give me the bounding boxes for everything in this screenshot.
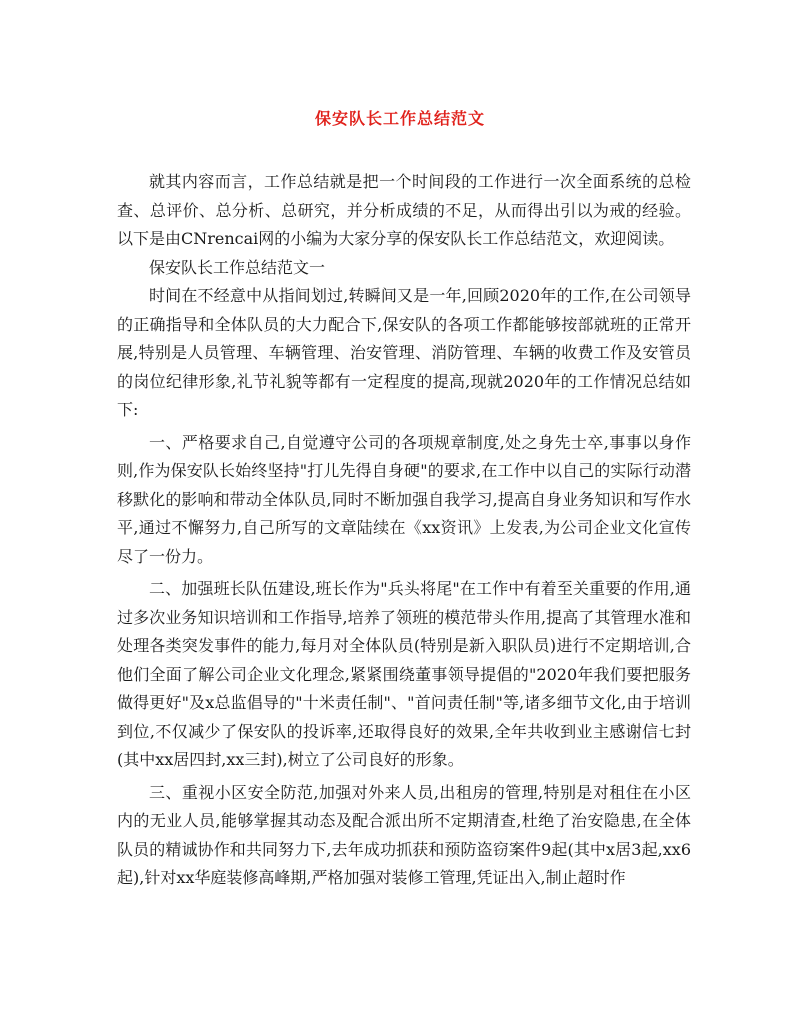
document-body <box>117 168 691 893</box>
body-paragraph: 时间在不经意中从指间划过,转瞬间又是一年,回顾2020年的工作,在公司领导的正确指导和全体队员的大力配合下,保安队的各项工作都能够按部就班的正常开展,特别是人员管理、车辆管理、治安管理、消防管理、车辆的收费工作及安管员的岗位纪律形象,礼节礼貌等都有一定程度的提高,现就2020年的工作情况总结如下: <box>117 286 691 419</box>
section-heading: 保安队长工作总结范文一 <box>149 257 326 277</box>
body-paragraph: 三、重视小区安全防范,加强对外来人员,出租房的管理,特别是对租住在小区内的无业人员,能够掌握其动态及配合派出所不定期清查,杜绝了治安隐患,在全体队员的精诚协作和共同努力下,去年成功抓获和预防盗窃案件9起(其中x居3起,xx6起),针对xx华庭装修高峰期,严格加强对装修工管理,凭证出入,制止超时作 <box>117 782 691 887</box>
intro-paragraph: 就其内容而言，工作总结就是把一个时间段的工作进行一次全面系统的总检查、总评价、总分析、总研究，并分析成绩的不足，从而得出引以为戒的经验。以下是由CNrencai网的小编为大家分享的保安队长工作总结范文，欢迎阅读。 <box>117 172 691 248</box>
body-paragraph: 二、加强班长队伍建设,班长作为"兵头将尾"在工作中有着至关重要的作用,通过多次业务知识培训和工作指导,培养了领班的模范带头作用,提高了其管理水准和处理各类突发事件的能力,每月对全体队员(特别是新入职队员)进行不定期培训,合他们全面了解公司企业文化理念,紧紧围绕董事领导提倡的"2020年我们要把服务做得更好"及x总监倡导的"十米责任制"、"首问责任制"等,诸多细节文化,由于培训到位,不仅减少了保安队的投诉率,还取得良好的效果,全年共收到业主感谢信七封(其中xx居四封,xx三封),树立了公司良好的形象。 <box>117 579 691 769</box>
document-title: 保安队长工作总结范文 <box>314 109 485 128</box>
body-paragraph: 一、严格要求自己,自觉遵守公司的各项规章制度,处之身先士卒,事事以身作则,作为保安队长始终坚持"打儿先得自身硬"的要求,在工作中以自己的实际行动潜移默化的影响和带动全体队员,同时不断加强自我学习,提高自身业务知识和写作水平,通过不懈努力,自己所写的文章陆续在《xx资讯》上发表,为公司企业文化宣传尽了一份力。 <box>117 432 691 566</box>
